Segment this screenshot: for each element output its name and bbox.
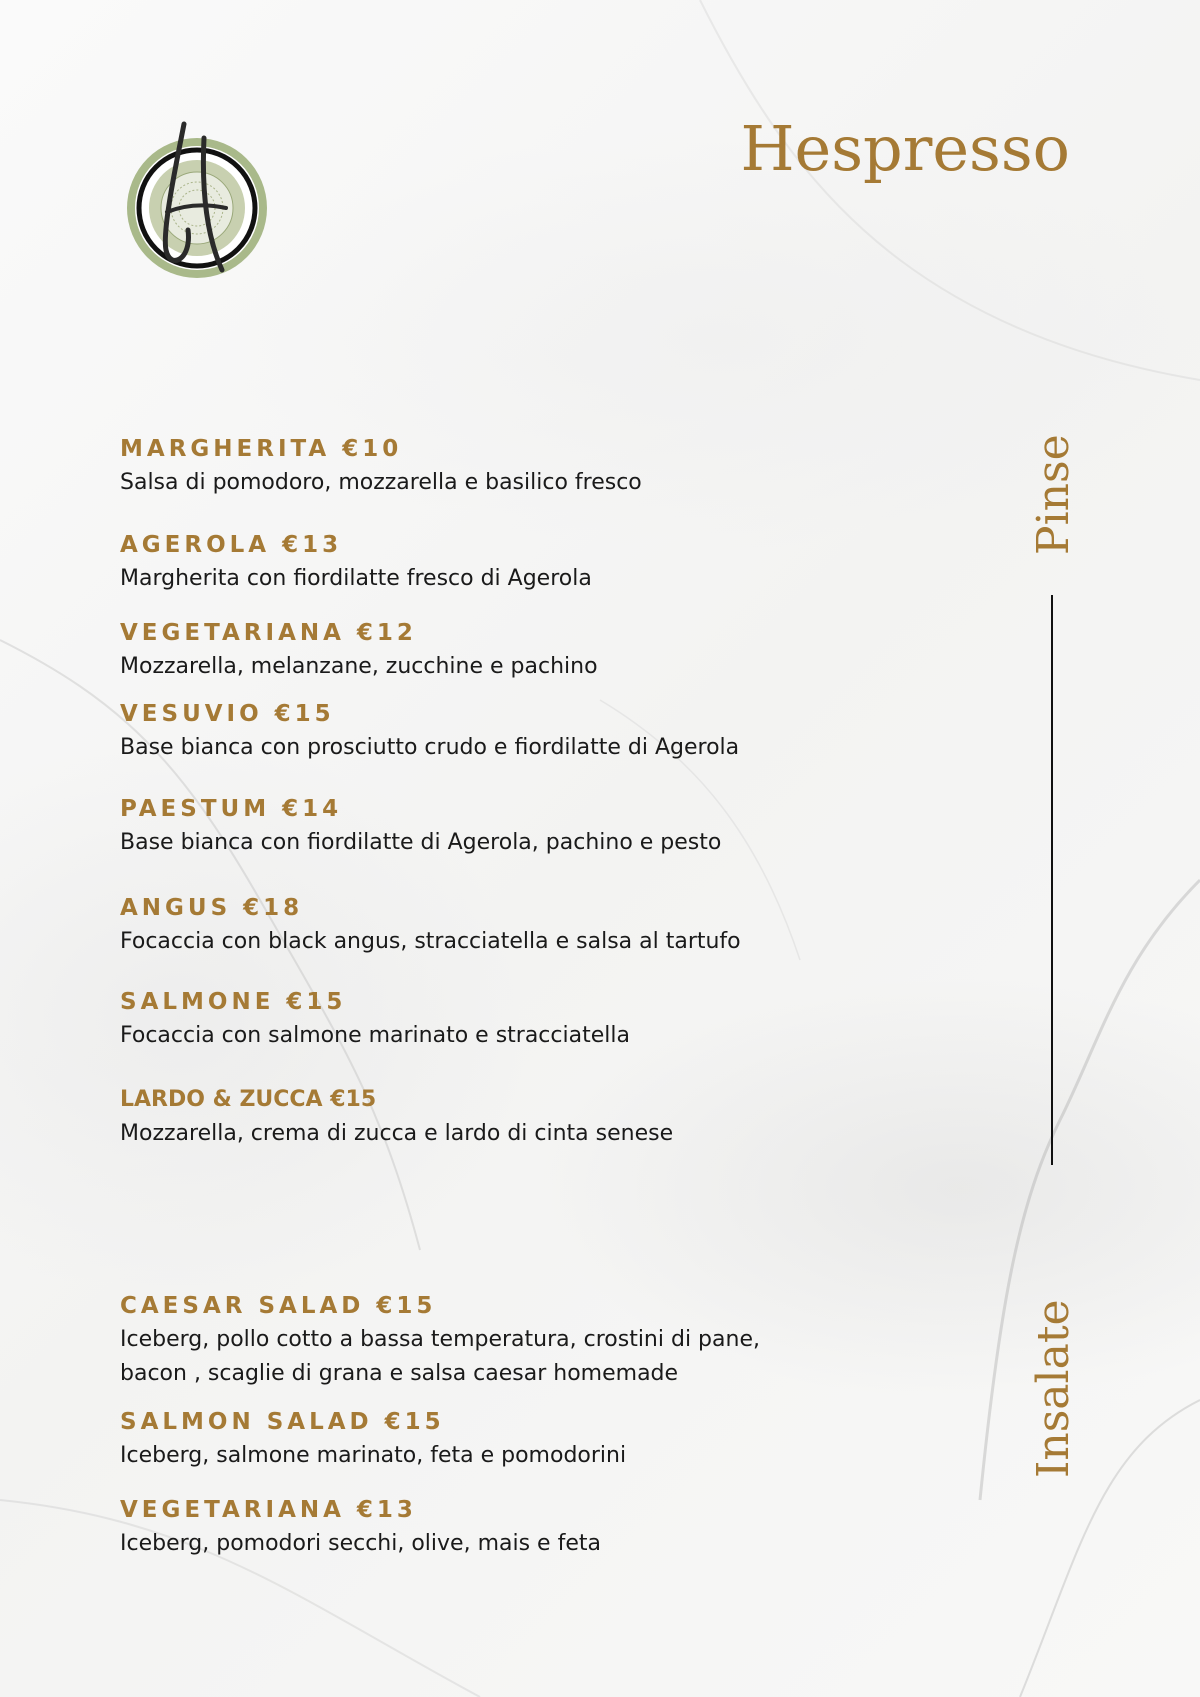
item-description: Iceberg, pollo cotto a bassa temperatura, crostini di pane, <box>120 1327 760 1352</box>
item-title: VESUVIO €15 <box>120 701 335 727</box>
menu-item <box>120 987 880 1053</box>
item-description: Base bianca con fiordilatte di Agerola, pachino e pesto <box>120 830 722 855</box>
menu-item <box>120 794 880 860</box>
item-title: VEGETARIANA €12 <box>120 620 417 646</box>
item-description: Salsa di pomodoro, mozzarella e basilico fresco <box>120 470 642 495</box>
section-label-insalate: Insalate <box>1028 1299 1079 1478</box>
item-description: Iceberg, salmone marinato, feta e pomodorini <box>120 1443 627 1468</box>
item-title: MARGHERITA €10 <box>120 436 403 462</box>
menu-item <box>120 1291 880 1391</box>
menu-item <box>120 1085 880 1151</box>
menu-item <box>120 699 880 765</box>
section-divider <box>1051 595 1053 1165</box>
menu-item <box>120 530 880 596</box>
item-title: ANGUS €18 <box>120 895 304 921</box>
item-title: SALMONE €15 <box>120 989 347 1015</box>
item-title: CAESAR SALAD €15 <box>120 1293 437 1319</box>
menu-item <box>120 893 880 959</box>
section-label-pinse: Pinse <box>1028 434 1079 555</box>
item-description: Iceberg, pomodori secchi, olive, mais e feta <box>120 1531 601 1556</box>
item-description: bacon , scaglie di grana e salsa caesar homemade <box>120 1361 679 1386</box>
item-description: Mozzarella, melanzane, zucchine e pachino <box>120 654 598 679</box>
item-title: PAESTUM €14 <box>120 796 343 822</box>
item-description: Margherita con fiordilatte fresco di Agerola <box>120 566 592 591</box>
item-title: SALMON SALAD €15 <box>120 1409 445 1435</box>
item-description: Mozzarella, crema di zucca e lardo di cinta senese <box>120 1121 674 1146</box>
hespresso-logo <box>122 120 272 280</box>
menu-item <box>120 434 880 500</box>
item-title: AGEROLA €13 <box>120 532 343 558</box>
menu-item <box>120 1407 880 1473</box>
item-description: Base bianca con prosciutto crudo e fiordilatte di Agerola <box>120 735 740 760</box>
item-description: Focaccia con salmone marinato e stracciatella <box>120 1023 630 1048</box>
menu-item <box>120 1495 880 1561</box>
item-title: VEGETARIANA €13 <box>120 1497 417 1523</box>
item-description: Focaccia con black angus, stracciatella e salsa al tartufo <box>120 929 741 954</box>
brand-name: Hespresso <box>740 112 1070 185</box>
item-title: LARDO & ZUCCA €15 <box>120 1087 377 1112</box>
menu-item <box>120 618 880 684</box>
